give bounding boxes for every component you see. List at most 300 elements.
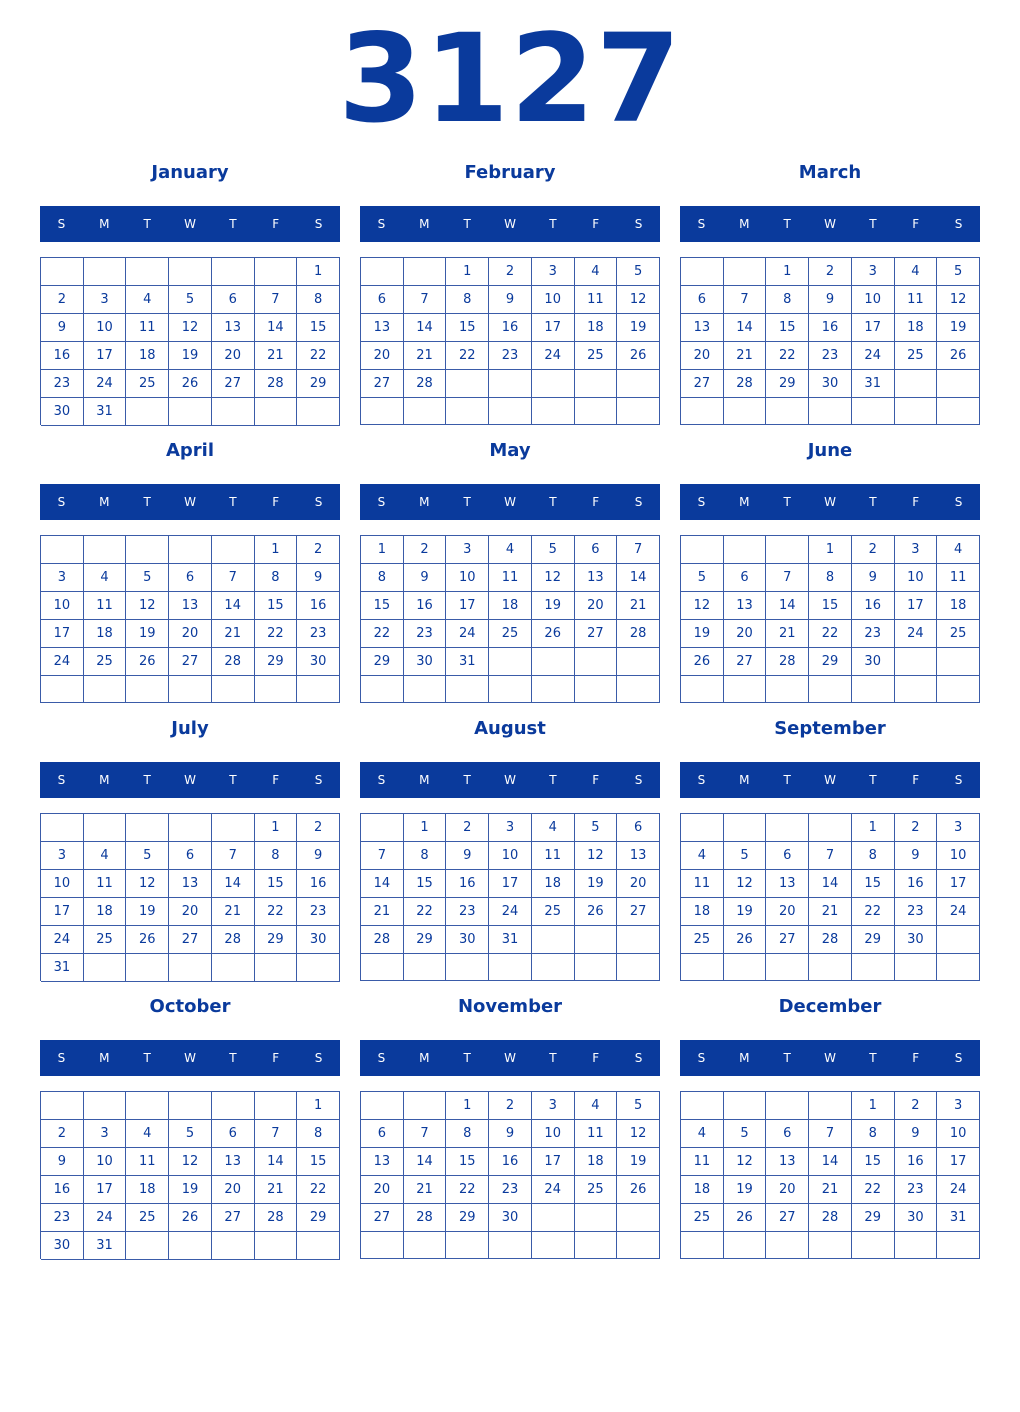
- empty-day-cell: [575, 398, 618, 425]
- day-cell: 21: [212, 620, 255, 648]
- weekday-label: S: [377, 773, 386, 787]
- day-cell: 6: [617, 814, 660, 842]
- weekday-label: T: [463, 495, 471, 509]
- day-cell: 8: [809, 564, 852, 592]
- day-cell: 3: [937, 814, 980, 842]
- day-cell: 16: [297, 592, 340, 620]
- weekday-label: M: [739, 1051, 750, 1065]
- day-cell: 13: [766, 1148, 809, 1176]
- day-cell: 5: [126, 842, 169, 870]
- day-cell: 2: [404, 536, 447, 564]
- weekday-label: S: [57, 217, 66, 231]
- empty-day-cell: [895, 676, 938, 703]
- day-cell: 11: [126, 314, 169, 342]
- day-cell: 7: [361, 842, 404, 870]
- day-cell: 25: [895, 342, 938, 370]
- day-cell: 20: [361, 342, 404, 370]
- day-cell: 24: [446, 620, 489, 648]
- day-grid: [680, 535, 980, 703]
- day-cell: 31: [937, 1204, 980, 1232]
- day-cell: 15: [297, 1148, 340, 1176]
- day-cell: 6: [724, 564, 767, 592]
- day-cell: 12: [937, 286, 980, 314]
- day-cell: 17: [532, 1148, 575, 1176]
- empty-day-cell: [489, 370, 532, 398]
- day-cell: 13: [212, 1148, 255, 1176]
- day-cell: 20: [212, 1176, 255, 1204]
- weekday-label: W: [504, 1051, 516, 1065]
- day-cell: 27: [766, 926, 809, 954]
- day-cell: 25: [575, 342, 618, 370]
- empty-day-cell: [809, 1092, 852, 1120]
- day-cell: 1: [766, 258, 809, 286]
- month-name: April: [165, 440, 215, 461]
- empty-day-cell: [212, 258, 255, 286]
- weekday-label: T: [229, 217, 237, 231]
- day-cell: 9: [852, 564, 895, 592]
- empty-day-cell: [681, 954, 724, 981]
- day-cell: 14: [212, 592, 255, 620]
- day-cell: 6: [766, 842, 809, 870]
- empty-day-cell: [681, 676, 724, 703]
- weekday-label: T: [463, 217, 471, 231]
- empty-day-cell: [126, 1092, 169, 1120]
- month-name: August: [474, 718, 546, 739]
- weekday-label: W: [824, 217, 836, 231]
- day-cell: 17: [84, 342, 127, 370]
- day-cell: 19: [532, 592, 575, 620]
- weekday-label: M: [99, 773, 110, 787]
- weekday-label: T: [783, 773, 791, 787]
- day-cell: 17: [937, 1148, 980, 1176]
- day-cell: 31: [852, 370, 895, 398]
- weekday-header: [40, 762, 340, 798]
- day-cell: 2: [41, 286, 84, 314]
- empty-day-cell: [532, 1204, 575, 1232]
- day-cell: 3: [41, 842, 84, 870]
- day-cell: 26: [126, 926, 169, 954]
- day-cell: 6: [361, 1120, 404, 1148]
- empty-day-cell: [404, 954, 447, 981]
- day-cell: 28: [212, 648, 255, 676]
- day-cell: 1: [297, 1092, 340, 1120]
- empty-day-cell: [724, 398, 767, 425]
- day-cell: 1: [852, 1092, 895, 1120]
- day-cell: 7: [212, 564, 255, 592]
- empty-day-cell: [809, 814, 852, 842]
- weekday-label: M: [419, 217, 430, 231]
- day-cell: 28: [255, 1204, 298, 1232]
- day-cell: 17: [41, 898, 84, 926]
- day-cell: 5: [937, 258, 980, 286]
- empty-day-cell: [297, 398, 340, 426]
- weekday-label: S: [377, 495, 386, 509]
- empty-day-cell: [361, 398, 404, 425]
- day-cell: 20: [169, 620, 212, 648]
- day-grid: [360, 535, 660, 703]
- empty-day-cell: [681, 1232, 724, 1259]
- empty-day-cell: [255, 676, 298, 703]
- empty-day-cell: [297, 954, 340, 982]
- day-cell: 24: [489, 898, 532, 926]
- day-cell: 22: [255, 898, 298, 926]
- day-cell: 15: [852, 870, 895, 898]
- empty-day-cell: [895, 1232, 938, 1259]
- empty-day-cell: [809, 1232, 852, 1259]
- day-cell: 15: [361, 592, 404, 620]
- day-cell: 13: [681, 314, 724, 342]
- day-cell: 9: [446, 842, 489, 870]
- day-cell: 16: [41, 1176, 84, 1204]
- day-cell: 9: [895, 1120, 938, 1148]
- weekday-label: T: [143, 773, 151, 787]
- empty-day-cell: [126, 258, 169, 286]
- weekday-label: T: [229, 495, 237, 509]
- day-cell: 25: [84, 926, 127, 954]
- weekday-label: F: [592, 217, 600, 231]
- day-cell: 6: [169, 842, 212, 870]
- empty-day-cell: [724, 954, 767, 981]
- weekday-label: W: [504, 773, 516, 787]
- day-cell: 29: [766, 370, 809, 398]
- day-cell: 21: [255, 1176, 298, 1204]
- weekday-label: T: [869, 217, 877, 231]
- day-cell: 20: [361, 1176, 404, 1204]
- day-cell: 3: [446, 536, 489, 564]
- weekday-label: F: [272, 217, 280, 231]
- day-cell: 18: [895, 314, 938, 342]
- empty-day-cell: [404, 1232, 447, 1259]
- month-name: February: [464, 162, 556, 183]
- empty-day-cell: [446, 954, 489, 981]
- day-cell: 20: [617, 870, 660, 898]
- month-name: December: [778, 996, 882, 1017]
- empty-day-cell: [937, 370, 980, 398]
- day-cell: 5: [169, 1120, 212, 1148]
- day-cell: 23: [809, 342, 852, 370]
- day-cell: 17: [84, 1176, 127, 1204]
- weekday-label: W: [184, 495, 196, 509]
- day-cell: 20: [169, 898, 212, 926]
- day-cell: 21: [809, 898, 852, 926]
- day-cell: 25: [126, 370, 169, 398]
- day-cell: 14: [404, 314, 447, 342]
- day-cell: 5: [681, 564, 724, 592]
- day-cell: 26: [617, 1176, 660, 1204]
- day-cell: 31: [41, 954, 84, 982]
- day-cell: 25: [937, 620, 980, 648]
- day-cell: 20: [724, 620, 767, 648]
- empty-day-cell: [255, 398, 298, 426]
- empty-day-cell: [681, 1092, 724, 1120]
- day-cell: 16: [895, 870, 938, 898]
- empty-day-cell: [852, 954, 895, 981]
- day-cell: 21: [361, 898, 404, 926]
- empty-day-cell: [937, 926, 980, 954]
- day-cell: 7: [212, 842, 255, 870]
- day-cell: 2: [895, 1092, 938, 1120]
- day-cell: 22: [297, 1176, 340, 1204]
- weekday-label: S: [697, 773, 706, 787]
- day-cell: 16: [446, 870, 489, 898]
- day-cell: 26: [169, 1204, 212, 1232]
- weekday-header: [360, 762, 660, 798]
- day-cell: 14: [617, 564, 660, 592]
- empty-day-cell: [41, 1092, 84, 1120]
- weekday-label: T: [869, 1051, 877, 1065]
- day-cell: 30: [852, 648, 895, 676]
- day-cell: 29: [852, 1204, 895, 1232]
- day-cell: 20: [766, 1176, 809, 1204]
- day-cell: 15: [297, 314, 340, 342]
- empty-day-cell: [212, 1232, 255, 1260]
- day-cell: 14: [809, 870, 852, 898]
- empty-day-cell: [84, 676, 127, 703]
- weekday-label: S: [634, 1051, 643, 1065]
- day-cell: 4: [84, 842, 127, 870]
- day-cell: 18: [575, 1148, 618, 1176]
- empty-day-cell: [212, 536, 255, 564]
- empty-day-cell: [766, 676, 809, 703]
- day-cell: 24: [41, 648, 84, 676]
- day-cell: 10: [532, 286, 575, 314]
- day-cell: 18: [126, 342, 169, 370]
- day-cell: 12: [532, 564, 575, 592]
- day-cell: 7: [809, 842, 852, 870]
- day-cell: 23: [297, 898, 340, 926]
- day-cell: 28: [766, 648, 809, 676]
- day-cell: 6: [681, 286, 724, 314]
- day-cell: 14: [361, 870, 404, 898]
- empty-day-cell: [84, 536, 127, 564]
- empty-day-cell: [361, 676, 404, 703]
- empty-day-cell: [852, 676, 895, 703]
- day-cell: 21: [617, 592, 660, 620]
- empty-day-cell: [937, 1232, 980, 1259]
- day-cell: 8: [852, 1120, 895, 1148]
- weekday-label: T: [463, 773, 471, 787]
- day-cell: 4: [937, 536, 980, 564]
- day-cell: 11: [681, 1148, 724, 1176]
- day-cell: 1: [809, 536, 852, 564]
- day-cell: 5: [575, 814, 618, 842]
- empty-day-cell: [681, 258, 724, 286]
- empty-day-cell: [617, 398, 660, 425]
- day-cell: 26: [532, 620, 575, 648]
- day-cell: 1: [446, 1092, 489, 1120]
- day-cell: 15: [446, 1148, 489, 1176]
- day-cell: 30: [297, 648, 340, 676]
- day-cell: 4: [895, 258, 938, 286]
- day-cell: 3: [532, 1092, 575, 1120]
- weekday-label: T: [783, 217, 791, 231]
- day-cell: 22: [446, 1176, 489, 1204]
- day-cell: 18: [126, 1176, 169, 1204]
- empty-day-cell: [724, 258, 767, 286]
- day-cell: 20: [681, 342, 724, 370]
- weekday-label: T: [869, 773, 877, 787]
- day-cell: 8: [766, 286, 809, 314]
- day-cell: 22: [852, 1176, 895, 1204]
- day-cell: 14: [255, 1148, 298, 1176]
- day-cell: 9: [297, 842, 340, 870]
- day-cell: 28: [255, 370, 298, 398]
- day-cell: 7: [404, 1120, 447, 1148]
- day-cell: 7: [766, 564, 809, 592]
- weekday-label: M: [419, 1051, 430, 1065]
- day-cell: 25: [126, 1204, 169, 1232]
- day-cell: 7: [617, 536, 660, 564]
- day-cell: 30: [895, 1204, 938, 1232]
- weekday-label: S: [314, 1051, 323, 1065]
- empty-day-cell: [681, 536, 724, 564]
- day-cell: 10: [937, 1120, 980, 1148]
- empty-day-cell: [404, 258, 447, 286]
- day-cell: 17: [41, 620, 84, 648]
- day-cell: 30: [41, 398, 84, 426]
- day-cell: 23: [489, 1176, 532, 1204]
- day-cell: 1: [404, 814, 447, 842]
- day-cell: 24: [937, 898, 980, 926]
- empty-day-cell: [212, 398, 255, 426]
- empty-day-cell: [809, 954, 852, 981]
- weekday-label: S: [954, 1051, 963, 1065]
- day-cell: 22: [446, 342, 489, 370]
- day-cell: 16: [852, 592, 895, 620]
- day-cell: 25: [575, 1176, 618, 1204]
- weekday-label: S: [377, 1051, 386, 1065]
- empty-day-cell: [617, 676, 660, 703]
- day-cell: 12: [126, 870, 169, 898]
- weekday-label: T: [143, 495, 151, 509]
- day-cell: 19: [681, 620, 724, 648]
- day-cell: 27: [361, 1204, 404, 1232]
- day-cell: 23: [895, 1176, 938, 1204]
- day-cell: 6: [575, 536, 618, 564]
- empty-day-cell: [126, 536, 169, 564]
- day-cell: 11: [575, 286, 618, 314]
- empty-day-cell: [404, 398, 447, 425]
- day-cell: 30: [809, 370, 852, 398]
- empty-day-cell: [361, 1092, 404, 1120]
- day-cell: 11: [575, 1120, 618, 1148]
- day-cell: 4: [575, 1092, 618, 1120]
- day-cell: 6: [766, 1120, 809, 1148]
- weekday-label: T: [549, 1051, 557, 1065]
- day-cell: 7: [255, 286, 298, 314]
- day-cell: 27: [617, 898, 660, 926]
- day-cell: 14: [255, 314, 298, 342]
- day-cell: 29: [255, 926, 298, 954]
- day-grid: [680, 257, 980, 425]
- day-cell: 14: [724, 314, 767, 342]
- day-cell: 13: [617, 842, 660, 870]
- day-cell: 11: [937, 564, 980, 592]
- empty-day-cell: [169, 1232, 212, 1260]
- weekday-label: S: [954, 773, 963, 787]
- weekday-label: M: [419, 773, 430, 787]
- weekday-label: F: [272, 495, 280, 509]
- day-cell: 24: [41, 926, 84, 954]
- weekday-label: S: [57, 773, 66, 787]
- day-cell: 5: [617, 258, 660, 286]
- weekday-label: T: [783, 1051, 791, 1065]
- day-cell: 22: [809, 620, 852, 648]
- day-cell: 8: [297, 286, 340, 314]
- weekday-label: T: [549, 495, 557, 509]
- empty-day-cell: [724, 536, 767, 564]
- day-cell: 26: [724, 926, 767, 954]
- day-cell: 11: [84, 592, 127, 620]
- weekday-label: S: [634, 495, 643, 509]
- weekday-header: [40, 206, 340, 242]
- day-grid: [680, 813, 980, 981]
- weekday-header: [680, 762, 980, 798]
- day-cell: 31: [446, 648, 489, 676]
- day-cell: 5: [126, 564, 169, 592]
- weekday-label: F: [912, 1051, 920, 1065]
- empty-day-cell: [169, 536, 212, 564]
- day-cell: 12: [169, 314, 212, 342]
- day-cell: 27: [169, 648, 212, 676]
- day-cell: 21: [255, 342, 298, 370]
- day-grid: [40, 257, 340, 425]
- empty-day-cell: [937, 954, 980, 981]
- month-name: May: [489, 440, 531, 461]
- empty-day-cell: [446, 676, 489, 703]
- empty-day-cell: [489, 648, 532, 676]
- day-cell: 28: [361, 926, 404, 954]
- empty-day-cell: [937, 398, 980, 425]
- day-cell: 11: [489, 564, 532, 592]
- empty-day-cell: [575, 1204, 618, 1232]
- day-cell: 19: [169, 1176, 212, 1204]
- weekday-label: F: [912, 495, 920, 509]
- empty-day-cell: [169, 954, 212, 982]
- empty-day-cell: [361, 258, 404, 286]
- day-cell: 12: [724, 1148, 767, 1176]
- day-cell: 19: [575, 870, 618, 898]
- day-cell: 12: [617, 1120, 660, 1148]
- day-cell: 2: [297, 536, 340, 564]
- empty-day-cell: [255, 954, 298, 982]
- day-cell: 30: [489, 1204, 532, 1232]
- day-cell: 17: [446, 592, 489, 620]
- empty-day-cell: [937, 676, 980, 703]
- day-cell: 15: [446, 314, 489, 342]
- empty-day-cell: [766, 1092, 809, 1120]
- weekday-label: T: [229, 1051, 237, 1065]
- day-cell: 11: [681, 870, 724, 898]
- day-cell: 28: [809, 1204, 852, 1232]
- day-cell: 31: [84, 1232, 127, 1260]
- day-cell: 11: [84, 870, 127, 898]
- day-cell: 1: [297, 258, 340, 286]
- weekday-label: F: [592, 773, 600, 787]
- weekday-label: F: [592, 495, 600, 509]
- empty-day-cell: [126, 1232, 169, 1260]
- day-cell: 19: [617, 1148, 660, 1176]
- day-cell: 8: [404, 842, 447, 870]
- day-cell: 21: [404, 1176, 447, 1204]
- day-cell: 6: [212, 1120, 255, 1148]
- weekday-label: W: [184, 217, 196, 231]
- day-cell: 4: [575, 258, 618, 286]
- empty-day-cell: [532, 370, 575, 398]
- empty-day-cell: [809, 676, 852, 703]
- day-cell: 8: [255, 842, 298, 870]
- empty-day-cell: [404, 676, 447, 703]
